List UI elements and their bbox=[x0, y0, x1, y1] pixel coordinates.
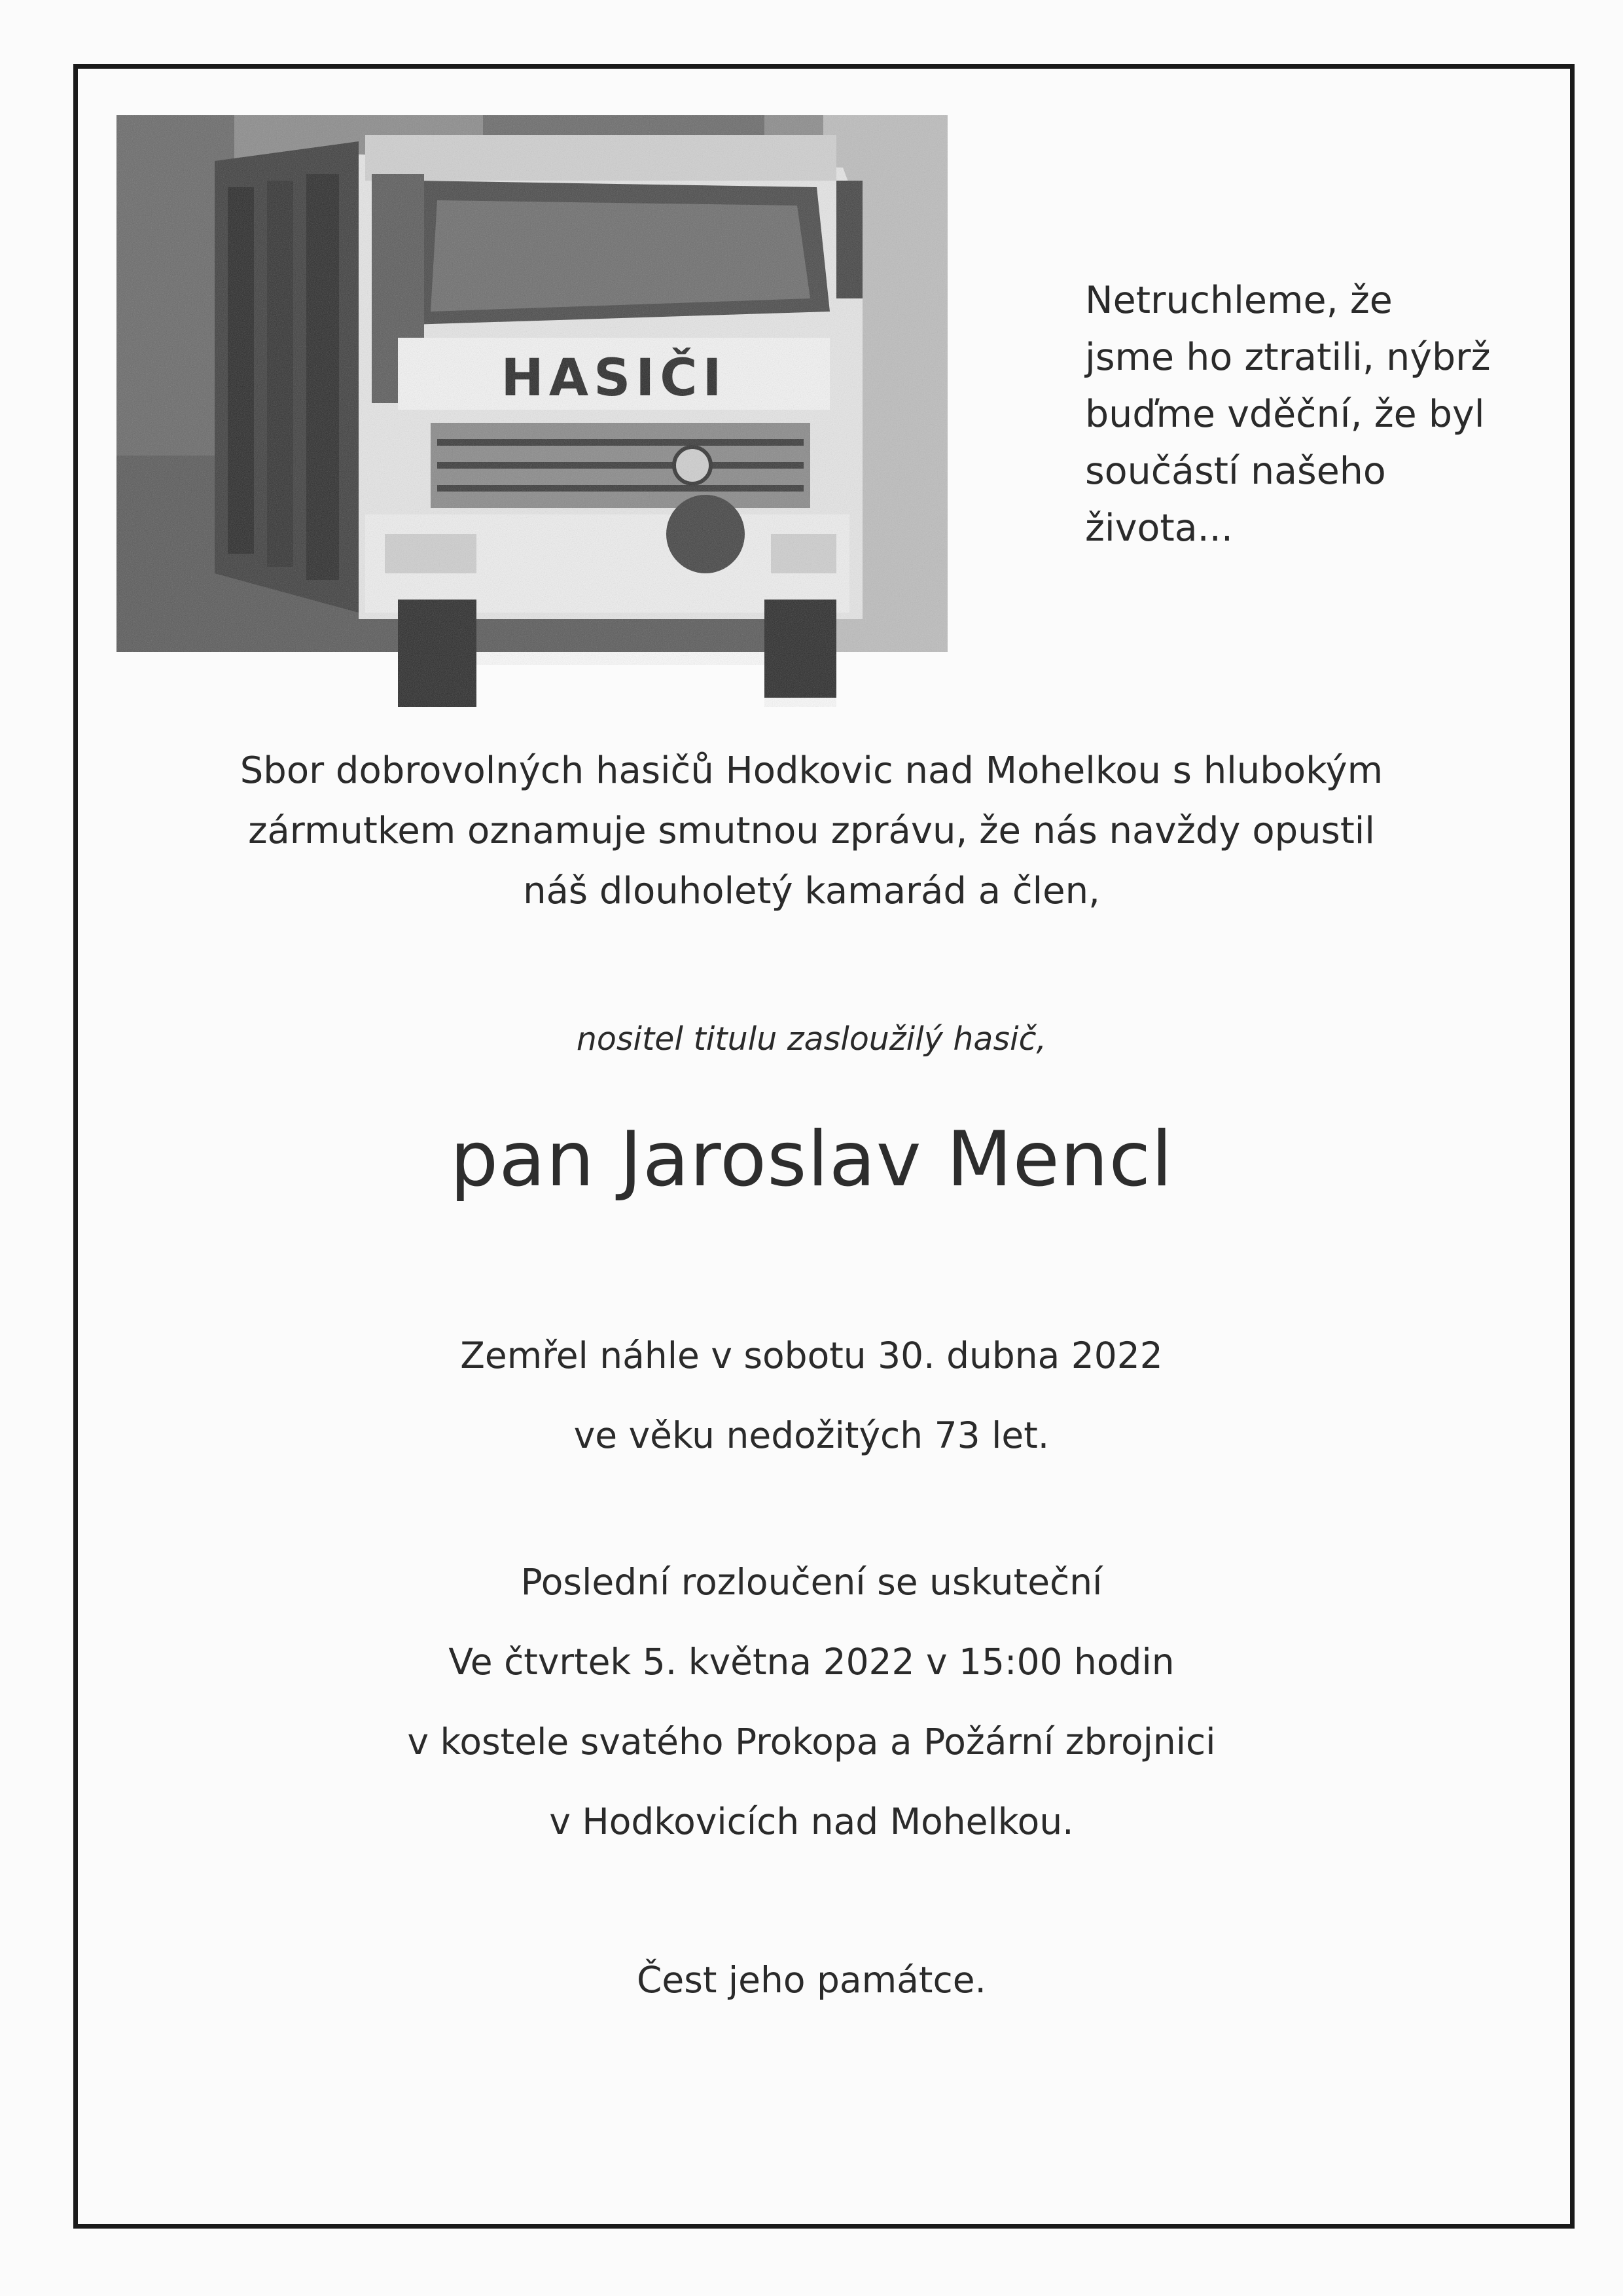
quote-line: života... bbox=[1085, 507, 1233, 550]
death-line: ve věku nedožitých 73 let. bbox=[573, 1414, 1050, 1456]
fire-truck-photo bbox=[116, 115, 948, 707]
announcement-line: náš dlouholetý kamarád a člen, bbox=[523, 870, 1100, 912]
death-info bbox=[131, 1316, 1492, 1475]
death-line: Zemřel náhle v sobotu 30. dubna 2022 bbox=[460, 1335, 1163, 1376]
funeral-info bbox=[131, 1542, 1492, 1861]
funeral-line: Ve čtvrtek 5. května 2022 v 15:00 hodin bbox=[448, 1641, 1175, 1683]
announcement-line: zármutkem oznamuje smutnou zprávu, že nás navždy opustil bbox=[248, 810, 1375, 852]
quote-line: Netruchleme, že bbox=[1085, 279, 1393, 322]
funeral-line: Poslední rozloučení se uskuteční bbox=[520, 1561, 1103, 1603]
funeral-line: v Hodkovicích nad Mohelkou. bbox=[549, 1801, 1074, 1842]
memorial-quote bbox=[1085, 272, 1543, 557]
quote-line: součástí našeho bbox=[1085, 450, 1386, 493]
quote-line: buďme vděční, že byl bbox=[1085, 393, 1485, 436]
closing-text: Čest jeho památce. bbox=[636, 1959, 987, 2001]
announcement-line: Sbor dobrovolných hasičů Hodkovic nad Mohelkou s hlubokým bbox=[240, 749, 1383, 792]
funeral-line: v kostele svatého Prokopa a Požární zbrojnici bbox=[407, 1721, 1216, 1763]
deceased-name: pan Jaroslav Mencl bbox=[450, 1115, 1173, 1204]
honorary-title: nositel titulu zasloužilý hasič, bbox=[576, 1020, 1047, 1058]
announcement-text bbox=[131, 741, 1492, 922]
closing-line bbox=[131, 1940, 1492, 2020]
quote-line: jsme ho ztratili, nýbrž bbox=[1085, 336, 1491, 379]
